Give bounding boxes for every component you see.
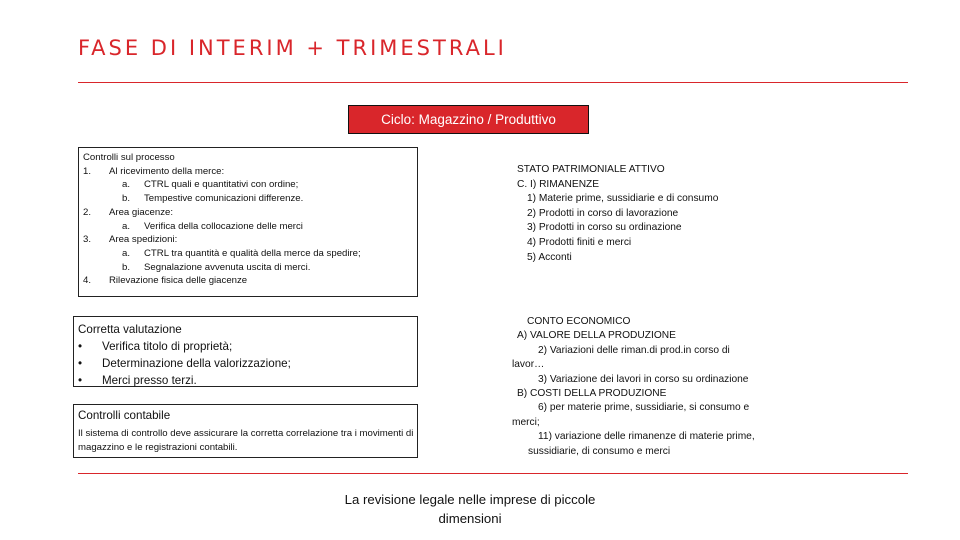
balance-sheet-heading: STATO PATRIMONIALE ATTIVO [517, 164, 665, 175]
item-text: Rilevazione fisica delle giacenze [109, 275, 248, 287]
item-text: CTRL quali e quantitativi con ordine; [144, 179, 299, 191]
income-statement-item: sussidiarie, di consumo e merci [528, 445, 671, 457]
accounting-heading: Controlli contabile [78, 409, 171, 422]
income-statement-item: merci; [512, 416, 540, 428]
income-statement-item: 3) Variazione dei lavori in corso su ordinazione [538, 373, 749, 385]
item-text: Al ricevimento della merce: [109, 165, 225, 177]
valuation-box [73, 316, 418, 387]
income-statement-item: 6) per materie prime, sussidiarie, si consumo e [538, 402, 750, 414]
income-statement-section: A) VALORE DELLA PRODUZIONE [517, 330, 676, 342]
item-number: 1. [83, 165, 92, 177]
bullet-icon: • [78, 374, 83, 387]
process-item [83, 165, 417, 179]
balance-sheet-item: 4) Prodotti finiti e merci [527, 236, 632, 248]
item-text: Verifica della collocazione delle merci [144, 220, 303, 232]
balance-sheet-block [517, 163, 718, 265]
footer-caption [300, 490, 640, 528]
income-statement-section: B) COSTI DELLA PRODUZIONE [517, 388, 667, 400]
item-text: Verifica titolo di proprietà; [102, 340, 233, 353]
process-item [83, 233, 417, 247]
item-number: b. [122, 193, 131, 205]
valuation-item [78, 355, 417, 372]
balance-sheet-item: 5) Acconti [527, 251, 572, 263]
income-statement-item: 2) Variazioni delle riman.di prod.in corso di [538, 344, 730, 356]
process-heading: Controlli sul processo [83, 152, 175, 163]
item-number: 3. [83, 234, 92, 246]
item-text: Segnalazione avvenuta uscita di merci. [144, 261, 311, 273]
balance-sheet-item: 2) Prodotti in corso di lavorazione [527, 207, 679, 219]
income-statement-block [512, 315, 787, 459]
income-statement-item: lavor… [512, 359, 545, 371]
valuation-heading: Corretta valutazione [78, 323, 182, 336]
income-statement-item: 11) variazione delle rimanenze di materie prime, [538, 431, 755, 443]
accounting-text: Il sistema di controllo deve assicurare la corretta correlazione tra i movimenti di magazzino e le registrazioni contabili. [78, 428, 414, 453]
item-number: a. [122, 220, 131, 232]
balance-sheet-item: 1) Materie prime, sussidiarie e di consumo [527, 193, 719, 205]
process-subitem [83, 247, 417, 261]
bullet-icon: • [78, 357, 83, 370]
valuation-item [78, 372, 417, 389]
top-divider [78, 82, 908, 83]
item-text: Merci presso terzi. [102, 374, 197, 387]
income-statement-heading: CONTO ECONOMICO [527, 316, 631, 327]
footer-line: La revisione legale nelle imprese di piccole [344, 492, 596, 507]
accounting-box [73, 404, 418, 458]
process-subitem [83, 220, 417, 234]
process-subitem [83, 192, 417, 206]
item-text: CTRL tra quantità e qualità della merce da spedire; [144, 247, 361, 259]
footer-line: dimensioni [438, 511, 502, 526]
item-number: 4. [83, 275, 92, 287]
cycle-badge: Ciclo: Magazzino / Produttivo [348, 105, 589, 134]
process-subitem [83, 178, 417, 192]
bottom-divider [78, 473, 908, 474]
valuation-item [78, 338, 417, 355]
item-text: Determinazione della valorizzazione; [102, 357, 291, 370]
item-number: b. [122, 261, 131, 273]
item-text: Area giacenze: [109, 206, 173, 218]
process-subitem [83, 261, 417, 275]
process-item [83, 206, 417, 220]
item-text: Tempestive comunicazioni differenze. [144, 193, 304, 205]
item-number: a. [122, 247, 131, 259]
process-item [83, 274, 417, 288]
process-controls-box [78, 147, 418, 297]
bullet-icon: • [78, 340, 83, 353]
balance-sheet-section: C. I) RIMANENZE [517, 178, 600, 190]
balance-sheet-item: 3) Prodotti in corso su ordinazione [527, 222, 682, 234]
item-text: Area spedizioni: [109, 234, 178, 246]
page-title: FASE DI INTERIM + TRIMESTRALI [78, 36, 507, 60]
item-number: a. [122, 179, 131, 191]
item-number: 2. [83, 206, 92, 218]
